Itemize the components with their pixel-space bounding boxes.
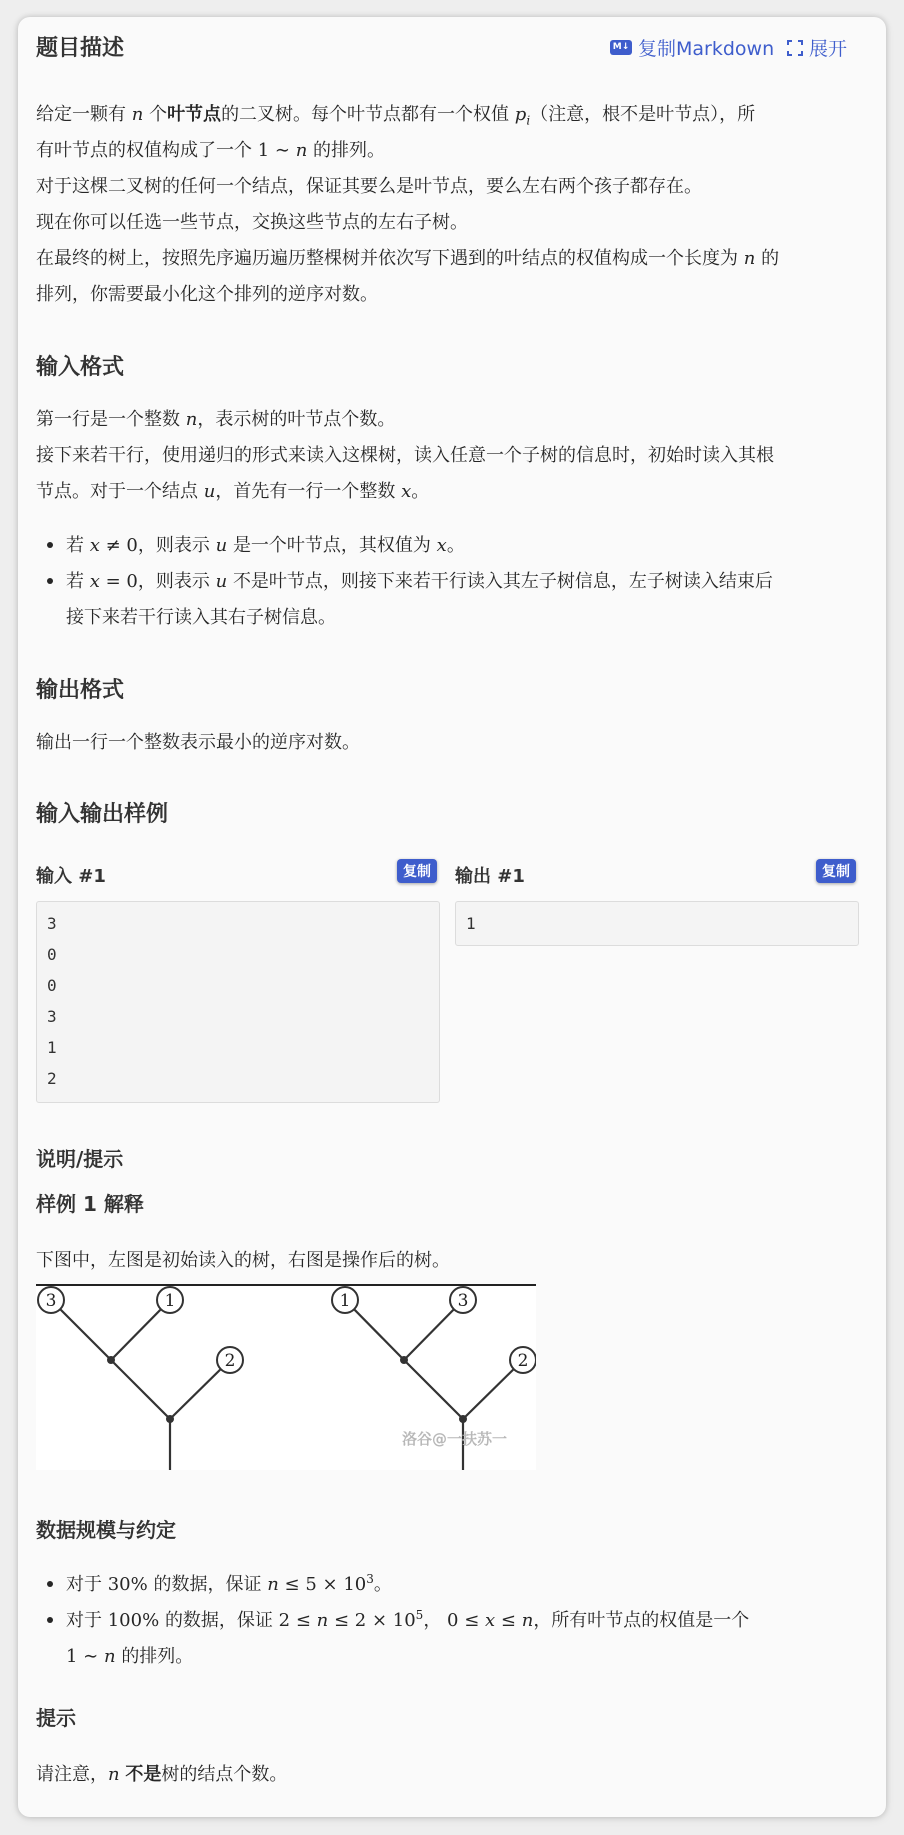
input-format-line-2: 接下来若干行，使用递归的形式来读入这棵树，读入任意一个子树的信息时，初始时读入其根 <box>36 445 774 466</box>
leaf-label: 2 <box>224 1351 236 1371</box>
copy-markdown-button[interactable] <box>610 34 774 61</box>
limits-title: 数据规模与约定 <box>36 1518 176 1542</box>
code-line: 1 <box>466 914 476 933</box>
description-line-1: 给定一颗有 n 个叶节点的二叉树。每个叶节点都有一个权值 $p_i$（注意，根不是叶节点），所 <box>36 104 756 128</box>
hint-title: 说明/提示 <box>36 1147 124 1171</box>
description-line-3: 对于这棵二叉树的任何一个结点，保证其要么是叶节点，要么左右两个孩子都存在。 <box>36 176 702 197</box>
input-format-bullet-1: 若 x ≠ 0，则表示 u 是一个叶节点，其权值为 x。 <box>66 535 465 556</box>
leaf-label: 3 <box>457 1291 469 1311</box>
sample-input-label: 输入 #1 <box>36 866 106 887</box>
tree-figure <box>36 1284 536 1470</box>
code-line: 0 <box>47 976 57 995</box>
copy-output-button[interactable]: 复制 <box>816 859 856 883</box>
samples-title: 输入输出样例 <box>36 802 169 827</box>
output-format-title: 输出格式 <box>36 678 125 703</box>
sample-explanation-text: 下图中，左图是初始读入的树，右图是操作后的树。 <box>36 1250 450 1271</box>
sample-explanation-title: 样例 1 解释 <box>36 1192 144 1216</box>
input-format-title: 输入格式 <box>36 355 125 380</box>
figure-watermark: 洛谷@一扶苏一 <box>402 1430 508 1448</box>
code-line: 3 <box>47 1007 57 1026</box>
code-line: 3 <box>47 914 57 933</box>
leaf-label: 1 <box>339 1291 351 1311</box>
code-line: 2 <box>47 1069 57 1088</box>
input-format-bullet-2-cont: 接下来若干行读入其右子树信息。 <box>66 607 336 628</box>
tip-title: 提示 <box>36 1706 76 1730</box>
sample-output-label: 输出 #1 <box>455 866 525 887</box>
problem-card <box>18 17 886 1817</box>
description-line-4: 现在你可以任选一些节点，交换这些节点的左右子树。 <box>36 212 468 233</box>
copy-input-button[interactable]: 复制 <box>397 859 437 883</box>
input-format-bullet-2: 若 x = 0，则表示 u 不是叶节点，则接下来若干行读入其左子树信息，左子树读入结束后 <box>66 571 773 592</box>
leaf-label: 2 <box>517 1351 529 1371</box>
description-line-6: 排列，你需要最小化这个排列的逆序对数。 <box>36 284 378 305</box>
description-title: 题目描述 <box>36 36 125 61</box>
bullet-marker <box>47 1581 53 1587</box>
bullet-marker <box>47 578 53 584</box>
limits-bullet-1: 对于 30% 的数据，保证 $n \le 5 \times 10^3$。 <box>66 1572 392 1595</box>
leaf-label: 1 <box>164 1291 176 1311</box>
sample-input-box[interactable] <box>36 901 440 1103</box>
bullet-marker <box>47 542 53 548</box>
copy-markdown-label: 复制Markdown <box>638 38 775 60</box>
sample-output-box[interactable] <box>455 901 859 946</box>
tree-diagram <box>36 1284 536 1470</box>
expand-label: 展开 <box>809 38 848 60</box>
limits-bullet-2: 对于 100% 的数据，保证 $2 \le n \le 2 \times 10^5$， 0 ≤ x ≤ n，所有叶节点的权值是一个 <box>66 1608 750 1631</box>
bullet-marker <box>47 1617 53 1623</box>
markdown-icon: M↓ <box>610 40 632 55</box>
tip-text: 请注意，n 不是树的结点个数。 <box>36 1764 288 1785</box>
input-format-line-3: 节点。对于一个结点 u，首先有一行一个整数 x。 <box>36 481 430 502</box>
expand-button[interactable] <box>786 34 847 61</box>
code-line: 1 <box>47 1038 57 1057</box>
code-line: 0 <box>47 945 57 964</box>
input-format-line-1: 第一行是一个整数 n，表示树的叶节点个数。 <box>36 409 396 430</box>
output-format-line-1: 输出一行一个整数表示最小的逆序对数。 <box>36 732 360 753</box>
description-line-2: 有叶节点的权值构成了一个 1 ∼ n 的排列。 <box>36 140 386 161</box>
limits-bullet-2-cont: 1 ∼ n 的排列。 <box>66 1646 194 1667</box>
expand-icon <box>786 39 804 57</box>
description-line-5: 在最终的树上，按照先序遍历遍历整棵树并依次写下遇到的叶结点的权值构成一个长度为 n 的 <box>36 248 780 269</box>
leaf-label: 3 <box>45 1291 57 1311</box>
